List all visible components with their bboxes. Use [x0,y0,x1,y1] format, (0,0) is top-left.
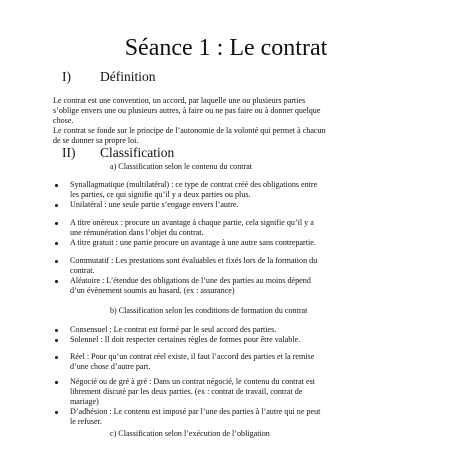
text-line: D’adhésion : Le contenu est imposé par l’une des parties à l’autre qui ne peut [70,407,321,416]
bullet-icon [55,184,58,187]
text-line: Le contrat se fonde sur le principe de l’autonomie de la volonté qui permet à chacun [53,126,326,135]
list-item [53,256,413,276]
text-line: Réel : Pour qu’un contrat réel existe, il faut l’accord des parties et la remise [70,352,315,361]
definition-paragraph-2 [53,126,413,146]
subheading-c: c) Classification selon l’exécution de l’obligation [110,429,270,438]
text-line: Synallagmatique (multilatéral) : ce type de contrat créé des obligations entre [70,180,318,189]
bullet-icon [55,329,58,332]
bullet-icon [55,356,58,359]
section-number: I) [62,69,71,84]
bullet-icon [55,204,58,207]
text-line: Consensuel : Le contrat est formé par le seul accord des parties. [70,325,277,334]
text-line: Aléatoire : L’étendue des obligations de l’une des parties au moins dépend [70,276,311,285]
section-title: Définition [100,69,156,84]
list-item [53,200,413,210]
section-number: II) [62,145,76,160]
text-line: Le contrat est une convention, un accord, par laquelle une ou plusieurs parties [53,96,306,105]
list-item-text [70,180,317,200]
list-item-text [70,276,311,296]
bullet-icon [55,242,58,245]
bullet-icon [55,381,58,384]
bullet-icon [55,260,58,263]
page-title: Séance 1 : Le contrat [124,35,328,61]
text-line: de se donner sa propre loi. [53,136,139,145]
text-line: s’oblige envers une ou plusieurs autres, à faire ou ne pas faire ou à donner quelque [53,106,321,115]
list-item [53,238,413,248]
list-item [53,276,413,296]
text-line: Unilatéral : une seule partie s’engage envers l’autre. [70,200,239,209]
list-item-text [70,352,314,372]
text-line: A titre gratuit : une partie procure un avantage à une autre sans contrepartie. [70,238,316,247]
list-item [53,218,413,238]
bullet-icon [55,222,58,225]
list-item [53,352,413,372]
section-heading-classification [62,145,362,161]
subheading-a: a) Classification selon le contenu du contrat [110,162,253,171]
text-line: contrat. [70,266,95,275]
list-item-text [70,325,276,335]
section-heading-definition [62,69,362,85]
text-line: mariage) [70,397,99,406]
bullet-icon [55,411,58,414]
bullet-icon [55,280,58,283]
text-line: d’une chose d’autre part. [70,362,151,371]
text-line: Solennel : Il doit respecter certaines règles de formes pour être valable. [70,335,301,344]
text-line: une rémunération dans l’objet du contrat. [70,228,204,237]
text-line: le refuser. [70,417,102,426]
text-line: d’un évènement soumis au hasard. (ex : assurance) [70,286,235,295]
list-item [53,335,413,345]
text-line: les parties, ce qui signifie qu’il y a deux parties ou plus. [70,190,251,199]
section-title: Classification [100,145,175,160]
definition-paragraph-1 [53,96,413,126]
list-item-text [70,200,239,210]
text-line: Négocié ou de gré à gré : Dans un contrat négocié, le contenu du contrat est [70,377,315,386]
list-item-text [70,377,315,407]
list-item [53,377,413,407]
text-line: librement discuté par les deux parties. (ex : contrat de travail, contrat de [70,387,303,396]
list-item-text [70,218,314,238]
list-item [53,407,413,427]
text-line: chose. [53,116,74,125]
list-item-text [70,335,300,345]
subheading-b: b) Classification selon les conditions de formation du contrat [110,306,308,315]
bullet-icon [55,339,58,342]
text-line: Commutatif : Les prestations sont évaluables et fixés lors de la formation du [70,256,318,265]
text-line: A titre onéreux : procure un avantage à chaque partie, cela signifie qu’il y a [70,218,314,227]
list-item-text [70,256,317,276]
list-item [53,325,413,335]
list-item [53,180,413,200]
list-item-text [70,238,316,248]
list-item-text [70,407,320,427]
